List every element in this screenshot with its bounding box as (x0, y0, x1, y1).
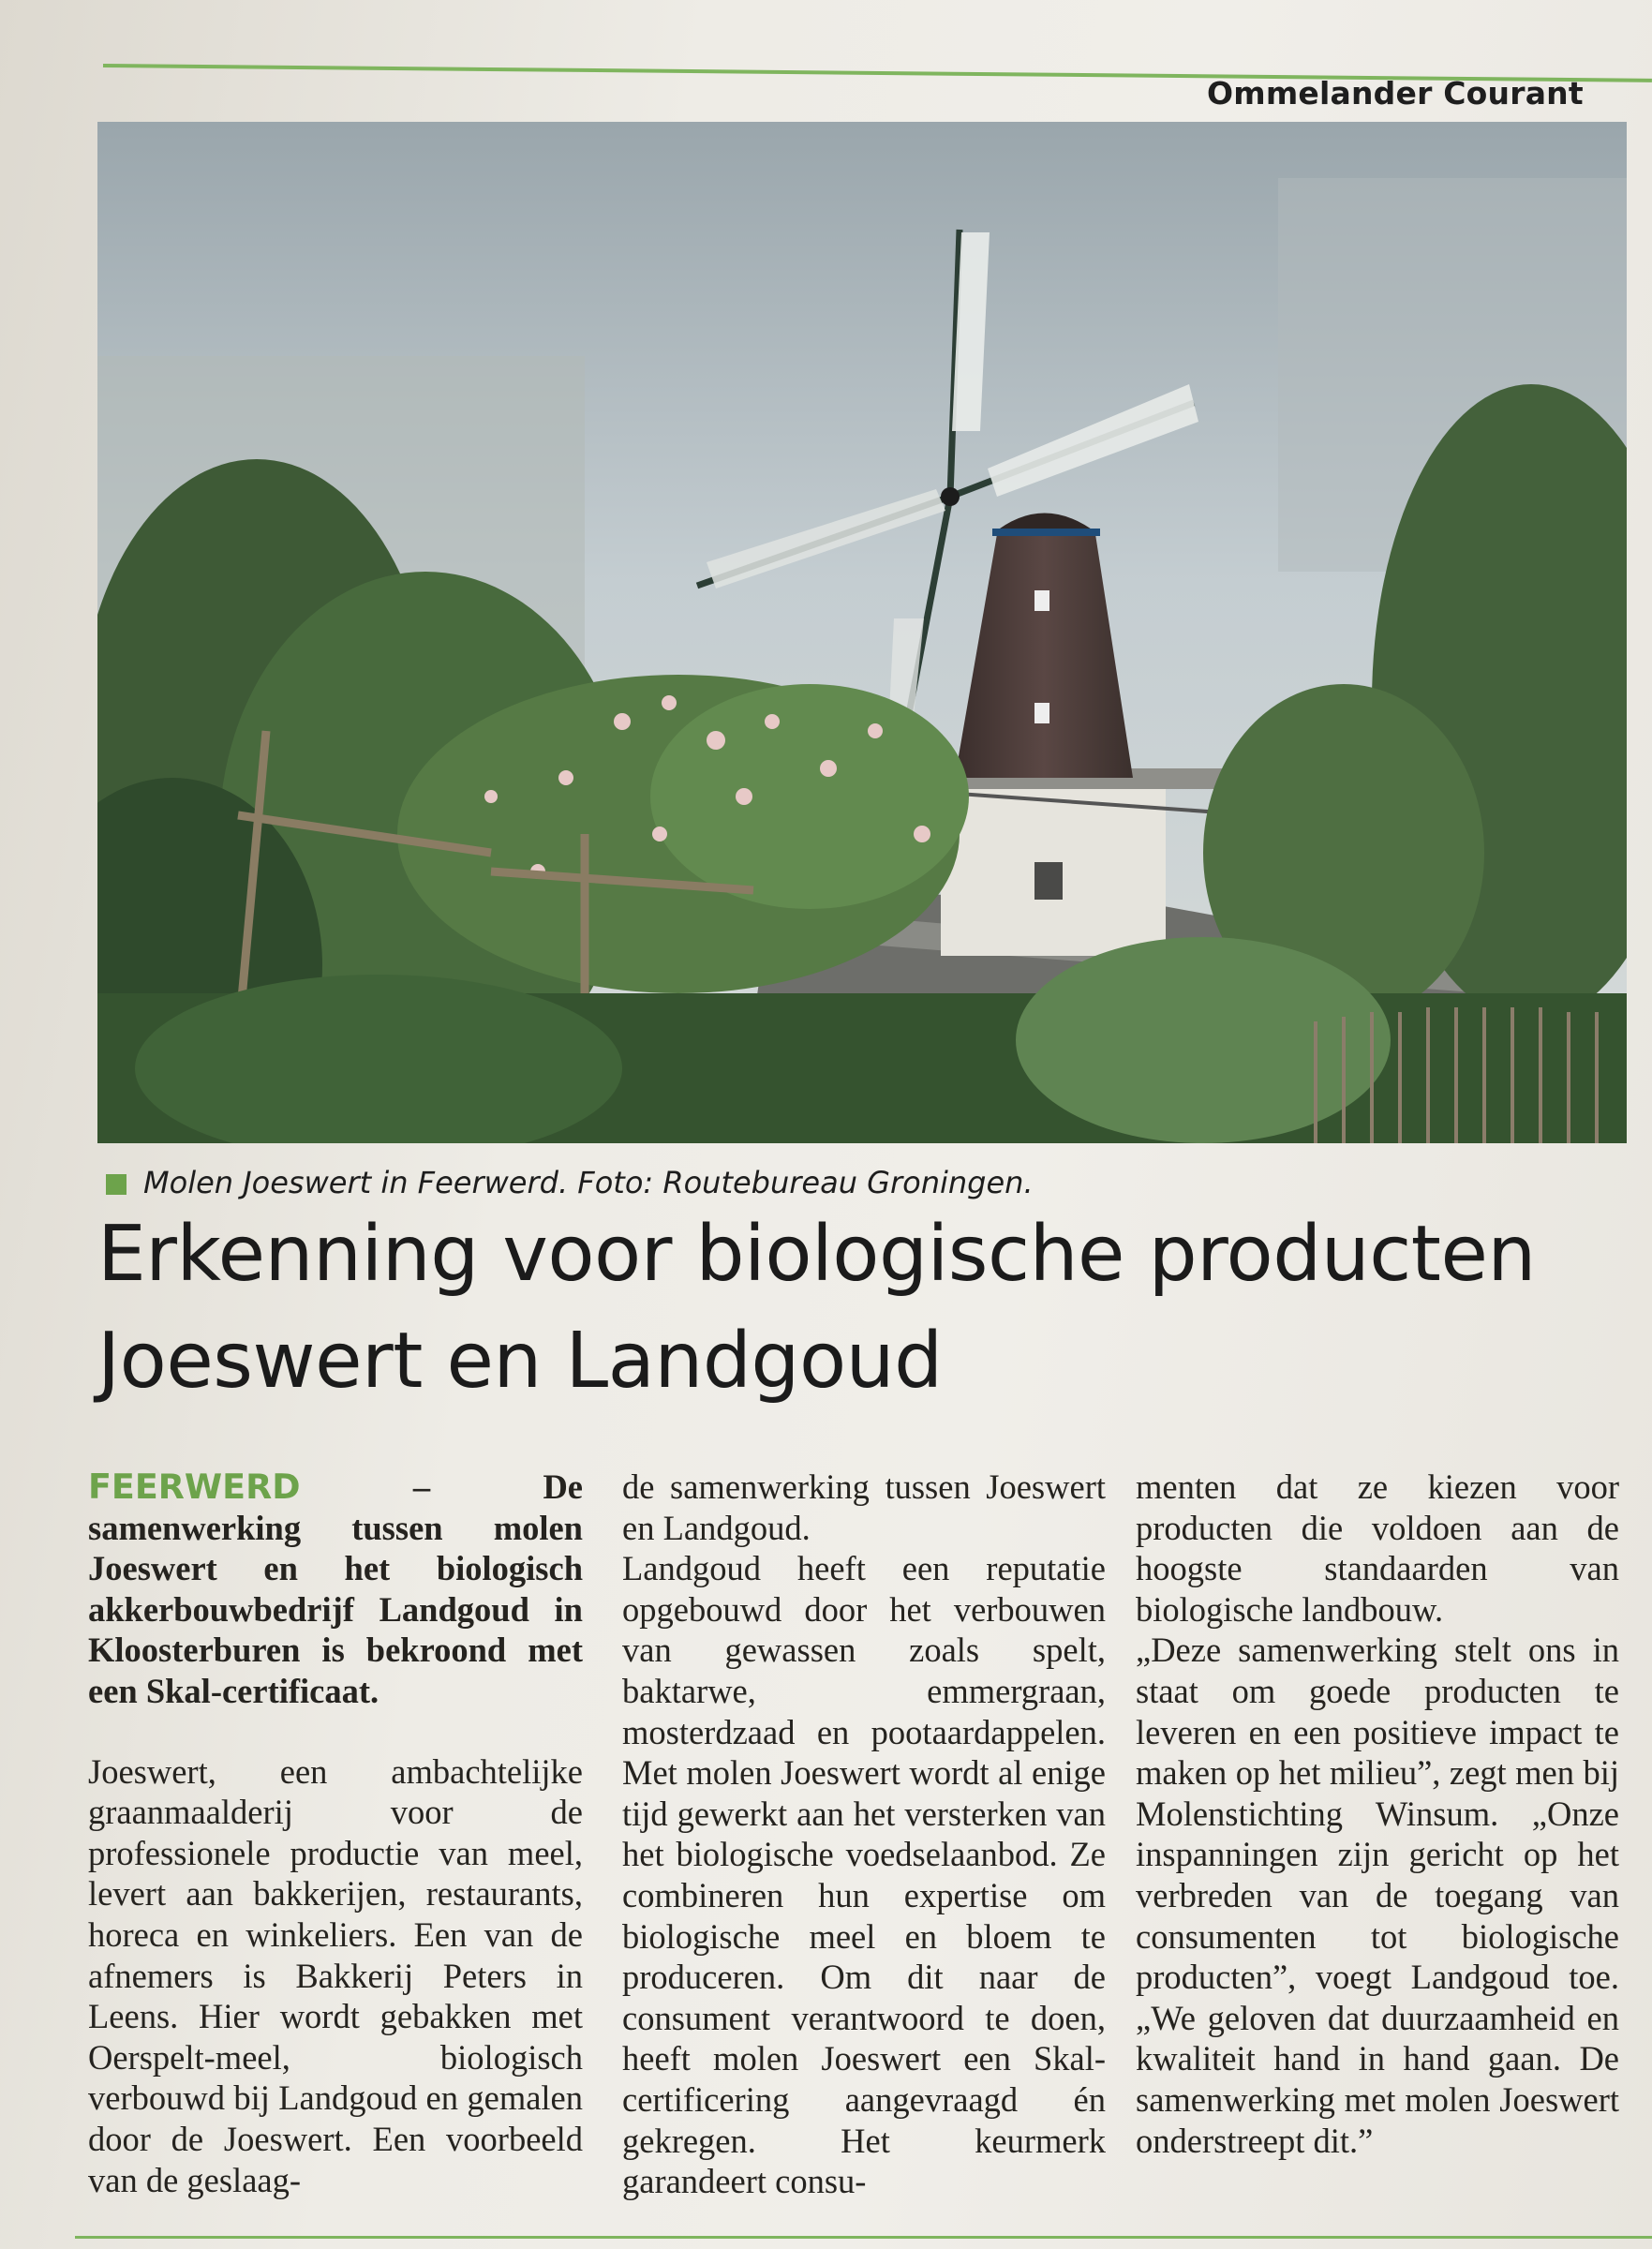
photo-caption (106, 1165, 1034, 1200)
article-paragraph: de samenwerking tussen Joeswert en Landgoud. (622, 1467, 1106, 1547)
lead-text: – De samenwerking tussen molen Joeswert en het biologisch akkerbouwbedrijf Landgoud in Kloosterburen is bekroond met een Skal-certificaat. (88, 1467, 583, 1710)
article-paragraph: Landgoud heeft een reputatie opgebouwd door het verbouwen van gewassen zoals spelt, baktarwe, emmergraan, mosterdzaad en pootaardappelen. Met molen Joeswert wordt al enige tijd gewerkt aan het versterken van het biologische voedselaanbod. Ze combineren hun expertise om biologische meel en bloem te produceren. Om dit naar de consument verantwoord te doen, heeft molen Joeswert een Skal-certificering aangevraagd én gekregen. Het keurmerk garandeert consu- (622, 1549, 1106, 2201)
article-column-2 (622, 1467, 1106, 2202)
caption-square-icon (106, 1174, 127, 1195)
article-paragraph: „Deze samenwerking stelt ons in staat om goede producten te leveren en een positieve impact te maken op het milieu”, zegt men bij Molenstichting Winsum. „Onze inspanningen zijn gericht op het verbreden van de toegang van consumenten tot biologische producten”, voegt Landgoud toe. „We geloven dat duurzaamheid en kwaliteit hand in hand gaan. De samenwerking met molen Joeswert onderstreept dit.” (1136, 1631, 1619, 2160)
article-paragraph: menten dat ze kiezen voor producten die voldoen aan de hoogste standaarden van biologische landbouw. (1136, 1467, 1619, 1629)
windmill-photo-icon (97, 122, 1627, 1143)
caption-text: Molen Joeswert in Feerwerd. Foto: Routebureau Groningen. (143, 1165, 1034, 1200)
headline: Erkenning voor biologische producten Joeswert en Landgoud (97, 1210, 1536, 1406)
windmill-photo (97, 122, 1627, 1143)
article-column-1 (88, 1467, 583, 2200)
masthead: Ommelander Courant (1207, 75, 1584, 112)
article-paragraph: Joeswert, een ambachtelijke graanmaalderij voor de professionele productie van meel, levert aan bakkerijen, restaurants, horeca en winkeliers. Een van de afnemers is Bakkerij Peters in Leens. Hier wordt gebakken met Oerspelt-meel, biologisch verbouwd bij Landgoud en gemalen door de Joeswert. Een voorbeeld van de geslaag- (88, 1751, 583, 2199)
bottom-rule (75, 2236, 1652, 2239)
article-column-3 (1136, 1467, 1619, 2161)
dateline: FEERWERD (88, 1467, 301, 1507)
article-lead (88, 1467, 583, 1712)
